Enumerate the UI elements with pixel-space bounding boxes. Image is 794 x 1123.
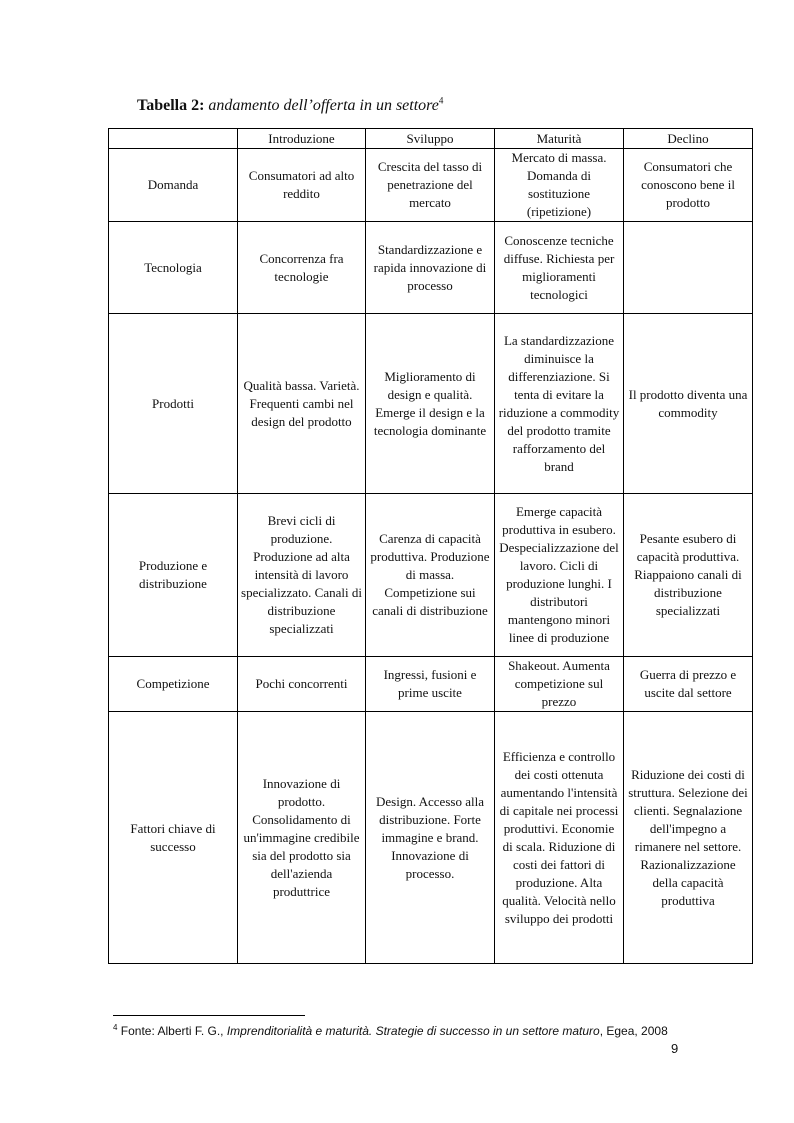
footnote-title: Imprenditorialità e maturità. Strategie di successo in un settore maturo xyxy=(226,1024,600,1038)
header-sviluppo: Sviluppo xyxy=(366,129,495,149)
table-cell: La standardizzazione diminuisce la differenziazione. Si tenta di evitare la riduzione a commodity del prodotto tramite rafforzamento del brand xyxy=(495,314,624,494)
table-cell: Crescita del tasso di penetrazione del mercato xyxy=(366,149,495,222)
table-cell xyxy=(624,222,753,314)
caption-label: Tabella 2: xyxy=(137,97,205,114)
table-cell: Innovazione di prodotto. Consolidamento di un'immagine credibile sia del prodotto sia dell'azienda produttrice xyxy=(238,712,366,964)
table-cell: Efficienza e controllo dei costi ottenuta aumentando l'intensità di capitale nei processi produttivi. Economie di scala. Riduzione di costi dei fattori di produzione. Alta qualità. Velocità nello sviluppo dei prodotti xyxy=(495,712,624,964)
table-cell: Mercato di massa. Domanda di sostituzione (ripetizione) xyxy=(495,149,624,222)
supply-trend-table xyxy=(108,128,753,964)
table-row-tecnologia xyxy=(109,222,753,314)
table-row-domanda xyxy=(109,149,753,222)
table-cell: Emerge capacità produttiva in esubero. Despecializzazione del lavoro. Cicli di produzione lunghi. I distributori mantengono minori linee di produzione xyxy=(495,494,624,657)
table-cell: Qualità bassa. Varietà. Frequenti cambi nel design del prodotto xyxy=(238,314,366,494)
header-declino: Declino xyxy=(624,129,753,149)
row-label: Competizione xyxy=(109,657,238,712)
table-cell: Consumatori ad alto reddito xyxy=(238,149,366,222)
table-cell: Carenza di capacità produttiva. Produzione di massa. Competizione sui canali di distribuzione xyxy=(366,494,495,657)
row-label: Domanda xyxy=(109,149,238,222)
table-cell: Concorrenza fra tecnologie xyxy=(238,222,366,314)
header-maturita: Maturità xyxy=(495,129,624,149)
table-cell: Riduzione dei costi di struttura. Selezione dei clienti. Segnalazione dell'impegno a rimanere nel settore. Razionalizzazione della capacità produttiva xyxy=(624,712,753,964)
footnote-separator xyxy=(113,1015,305,1016)
table-cell: Miglioramento di design e qualità. Emerge il design e la tecnologia dominante xyxy=(366,314,495,494)
row-label: Prodotti xyxy=(109,314,238,494)
row-label: Fattori chiave di successo xyxy=(109,712,238,964)
table-row-produzione xyxy=(109,494,753,657)
table-cell: Conoscenze tecniche diffuse. Richiesta per miglioramenti tecnologici xyxy=(495,222,624,314)
table-cell: Guerra di prezzo e uscite dal settore xyxy=(624,657,753,712)
page-number: 9 xyxy=(671,1041,679,1056)
header-corner xyxy=(109,129,238,149)
table-cell: Il prodotto diventa una commodity xyxy=(624,314,753,494)
table-row-prodotti xyxy=(109,314,753,494)
footnote xyxy=(113,1023,668,1039)
table-cell: Standardizzazione e rapida innovazione di processo xyxy=(366,222,495,314)
footnote-suffix: , Egea, 2008 xyxy=(599,1024,668,1038)
table-row-competizione xyxy=(109,657,753,712)
table-cell: Pesante esubero di capacità produttiva. Riappaiono canali di distribuzione specializzati xyxy=(624,494,753,657)
table-cell: Ingressi, fusioni e prime uscite xyxy=(366,657,495,712)
table-cell: Shakeout. Aumenta competizione sul prezzo xyxy=(495,657,624,712)
row-label: Produzione e distribuzione xyxy=(109,494,238,657)
footnote-prefix: Fonte: Alberti F. G., xyxy=(120,1024,227,1038)
caption-footnote-ref: 4 xyxy=(438,95,444,106)
table-cell: Brevi cicli di produzione. Produzione ad alta intensità di lavoro specializzato. Canali di distribuzione specializzati xyxy=(238,494,366,657)
table-header-row xyxy=(109,129,753,149)
row-label: Tecnologia xyxy=(109,222,238,314)
caption-title: andamento dell’offerta in un settore xyxy=(208,97,439,114)
table-cell: Consumatori che conoscono bene il prodotto xyxy=(624,149,753,222)
table-cell: Design. Accesso alla distribuzione. Forte immagine e brand. Innovazione di processo. xyxy=(366,712,495,964)
table-cell: Pochi concorrenti xyxy=(238,657,366,712)
table-caption xyxy=(137,96,443,116)
header-introduzione: Introduzione xyxy=(238,129,366,149)
footnote-number: 4 xyxy=(113,1023,118,1032)
table-row-fattori-chiave xyxy=(109,712,753,964)
